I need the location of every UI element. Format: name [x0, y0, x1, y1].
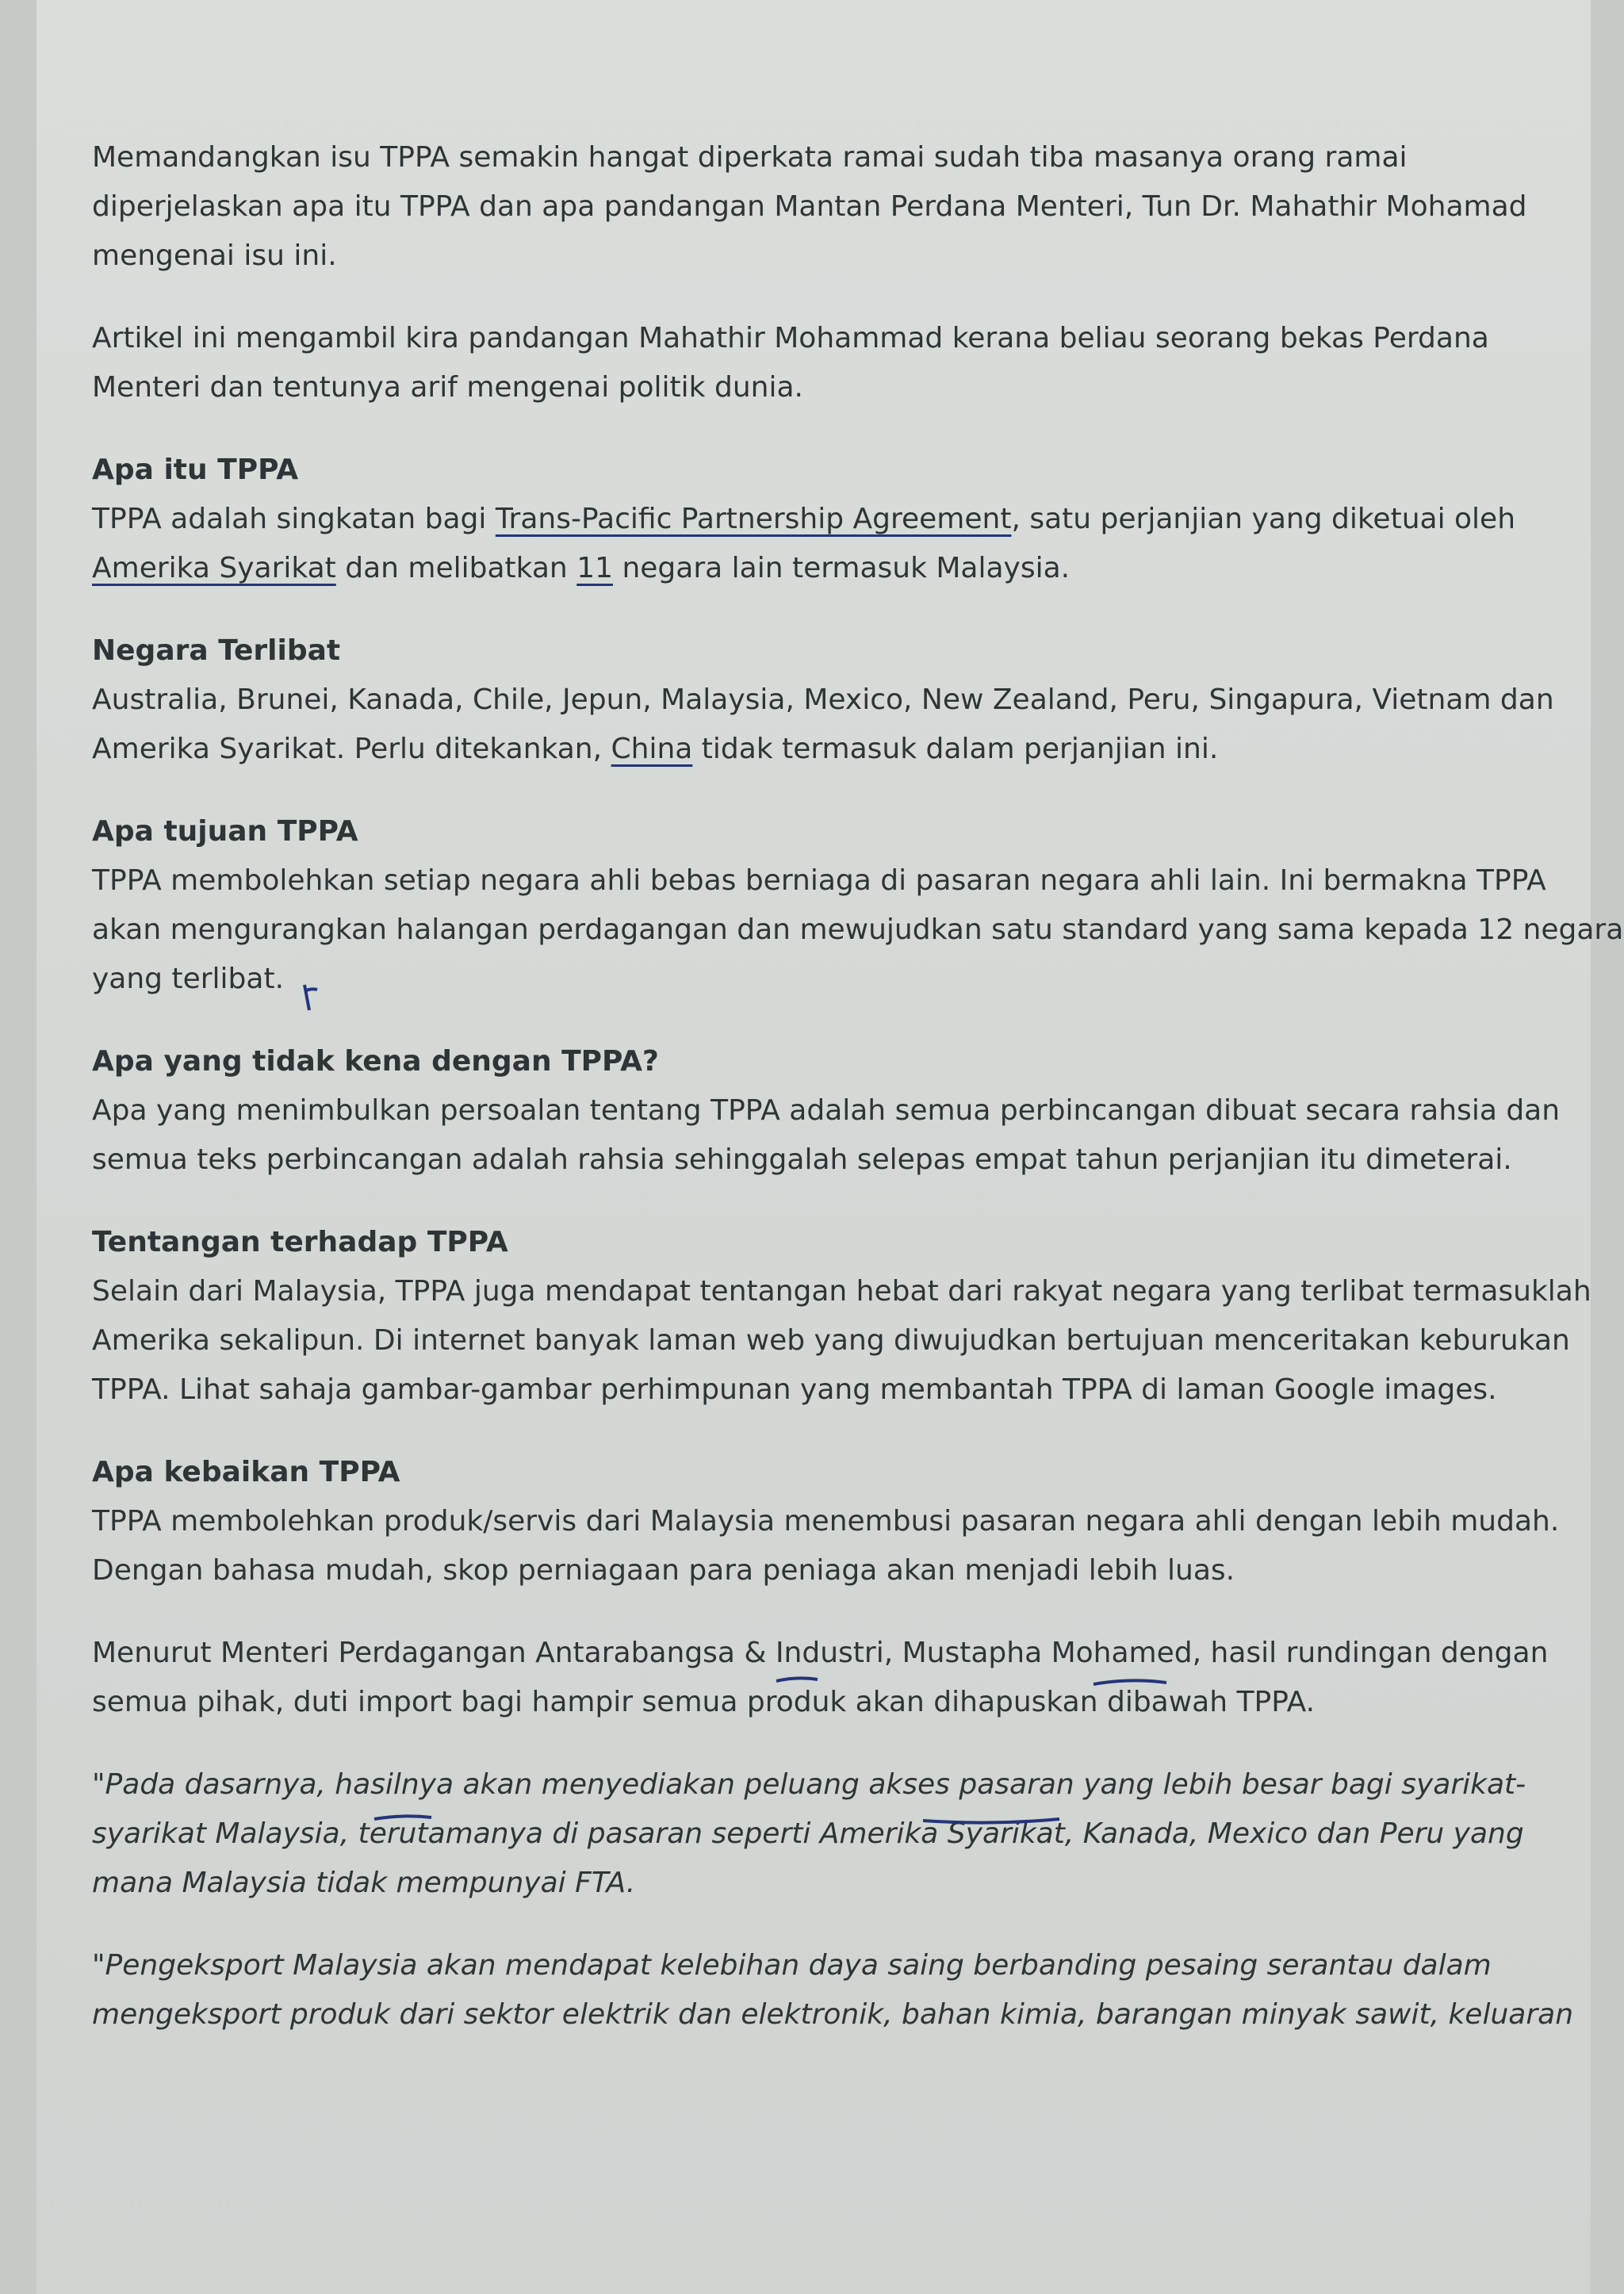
section-heading-tentangan: Tentangan terhadap TPPA	[92, 1226, 508, 1258]
text-line: mengenai isu ini.	[92, 239, 337, 272]
intro-paragraph-2	[92, 314, 1567, 412]
quote-paragraph-2	[92, 1941, 1574, 2039]
text-line	[92, 495, 1567, 544]
text-line: mengeksport produk dari sektor elektrik dan elektronik, bahan kimia, barangan minyak sawit, keluaran	[92, 1998, 1574, 2031]
section-body-tentangan	[92, 1267, 1591, 1415]
text-line: Australia, Brunei, Kanada, Chile, Jepun, Malaysia, Mexico, New Zealand, Peru, Singapura, Vietnam dan	[92, 684, 1554, 716]
text-line: "Pengeksport Malaysia akan mendapat kelebihan daya saing berbanding pesaing serantau dalam	[92, 1949, 1492, 1982]
text-line: Amerika sekalipun. Di internet banyak laman web yang diwujudkan bertujuan menceritakan keburukan	[92, 1324, 1570, 1357]
text-line: semua pihak, duti import bagi hampir semua produk akan dihapuskan dibawah TPPA.	[92, 1686, 1316, 1718]
text-run: TPPA adalah singkatan bagi	[92, 503, 496, 535]
text-line: Dengan bahasa mudah, skop perniagaan para peniaga akan menjadi lebih luas.	[92, 1554, 1235, 1587]
text-line: Selain dari Malaysia, TPPA juga mendapat tentangan hebat dari rakyat negara yang terlibat termasuklah	[92, 1275, 1591, 1308]
text-line: TPPA membolehkan produk/servis dari Malaysia menembusi pasaran negara ahli dengan lebih mudah.	[92, 1505, 1560, 1538]
section-heading-tidak-kena: Apa yang tidak kena dengan TPPA?	[92, 1045, 659, 1078]
pen-underline-mark	[920, 1813, 1063, 1829]
section-heading-negara: Negara Terlibat	[92, 634, 341, 667]
menteri-paragraph	[92, 1629, 1567, 1727]
text-line: diperjelaskan apa itu TPPA dan apa pandangan Mantan Perdana Menteri, Tun Dr. Mahathir Mohamad	[92, 190, 1527, 223]
text-run: dan melibatkan	[335, 552, 577, 584]
underlined-text: Amerika Syarikat	[92, 552, 336, 584]
pen-underline-mark	[371, 1810, 435, 1825]
text-run: Amerika Syarikat. Perlu ditekankan,	[92, 733, 611, 765]
text-line: Apa yang menimbulkan persoalan tentang TPPA adalah semua perbincangan dibuat secara rahsia dan	[92, 1094, 1561, 1127]
text-line: syarikat Malaysia, terutamanya di pasaran seperti Amerika Syarikat, Kanada, Mexico dan Peru yang	[92, 1817, 1524, 1850]
underlined-text: 11	[576, 552, 613, 584]
section-body-tidak-kena	[92, 1086, 1567, 1185]
pen-underline-mark	[1090, 1675, 1170, 1691]
text-line: semua teks perbincangan adalah rahsia sehinggalah selepas empat tahun perjanjian itu dimeterai.	[92, 1143, 1512, 1176]
section-heading-tujuan: Apa tujuan TPPA	[92, 815, 358, 848]
text-run: negara lain termasuk Malaysia.	[613, 552, 1071, 584]
text-run: tidak termasuk dalam perjanjian ini.	[692, 733, 1219, 765]
section-body-negara	[92, 676, 1567, 774]
section-heading-kebaikan: Apa kebaikan TPPA	[92, 1456, 400, 1488]
text-run: , satu perjanjian yang diketuai oleh	[1011, 503, 1516, 535]
section-heading-apa-itu: Apa itu TPPA	[92, 454, 299, 486]
text-line: TPPA. Lihat sahaja gambar-gambar perhimpunan yang membantah TPPA di laman Google images.	[92, 1373, 1497, 1406]
underlined-text: China	[611, 733, 693, 765]
text-line: Artikel ini mengambil kira pandangan Mahathir Mohammad kerana beliau seorang bekas Perdana	[92, 322, 1489, 354]
text-line	[92, 544, 1567, 593]
text-line: mana Malaysia tidak mempunyai FTA.	[92, 1867, 636, 1899]
text-line: akan mengurangkan halangan perdagangan dan mewujudkan satu standard yang sama kepada 12 negara	[92, 913, 1624, 946]
section-body-apa-itu	[92, 495, 1567, 593]
text-line: "Pada dasarnya, hasilnya akan menyediakan peluang akses pasaran yang lebih besar bagi syarikat-	[92, 1768, 1526, 1801]
pen-caret-mark	[300, 982, 324, 1013]
underlined-text: Trans-Pacific Partnership Agreement	[495, 503, 1012, 535]
intro-paragraph-1	[92, 133, 1567, 281]
pen-underline-mark	[773, 1672, 821, 1687]
text-line: Menurut Menteri Perdagangan Antarabangsa & Industri, Mustapha Mohamed, hasil rundingan dengan	[92, 1637, 1549, 1669]
quote-paragraph-1	[92, 1760, 1567, 1908]
text-line: Memandangkan isu TPPA semakin hangat diperkata ramai sudah tiba masanya orang ramai	[92, 141, 1408, 174]
text-line: Menteri dan tentunya arif mengenai politik dunia.	[92, 371, 803, 404]
text-line	[92, 725, 1567, 774]
text-line: TPPA membolehkan setiap negara ahli bebas berniaga di pasaran negara ahli lain. Ini bermakna TPPA	[92, 864, 1546, 897]
section-body-kebaikan	[92, 1497, 1567, 1595]
document-body	[92, 133, 1624, 2073]
text-line: yang terlibat.	[92, 963, 285, 995]
